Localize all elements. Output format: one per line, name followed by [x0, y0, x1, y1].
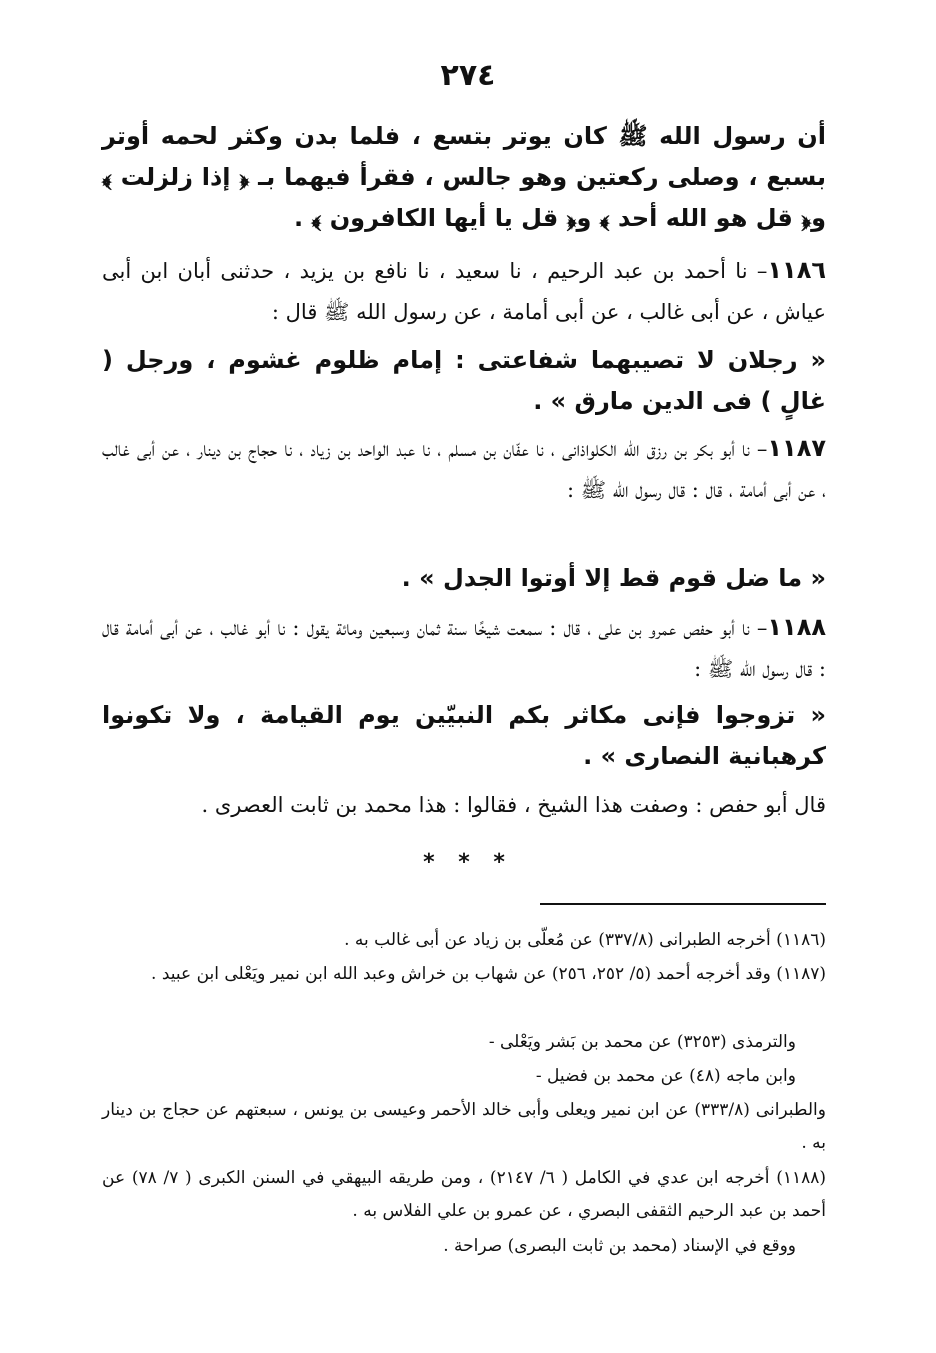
hadith-number: ١١٨٧ — [767, 434, 826, 462]
footnote-1186: (١١٨٦) أخرجه الطبرانى (٣٣٧/٨) عن مُعلّى بن زياد عن أبى غالب به . — [344, 930, 826, 950]
footnote-1188-note: ووقع في الإسناد (محمد بن ثابت البصرى) صراحة . — [443, 1236, 796, 1256]
hadith-1187-isnad — [102, 428, 826, 511]
isnad-text: – نا أبو بكر بن رزق الله الكلواذانى ، نا عفّان بن مسلم ، نا عبد الواحد بن زياد ، نا حجاج بن دينار ، عن أبى غالب ، عن أبى أمامة ، قال : قال رسول الله ﷺ : — [102, 437, 826, 502]
hadith-1187-matn: « ما ضل قوم قط إلا أوتوا الجدل » . — [401, 564, 826, 592]
footnote-divider — [540, 903, 826, 905]
footnote-1187-tirmidhi: والترمذى (٣٢٥٣) عن محمد بن بَشر ويَعْلى - — [488, 1032, 796, 1052]
paragraph-continuation: أن رسول الله ﷺ كان يوتر بتسع ، فلما بدن وكثر لحمه أوتر بسبع ، وصلى ركعتين وهو جالس ، فقرأ فيهما بـ ﴿ إذا زلزلت ﴾ و﴿ قل هو الله أحد ﴾ و﴿ قل يا أيها الكافرون ﴾ . — [102, 122, 826, 232]
hadith-1186-isnad — [102, 250, 826, 333]
hadith-number: ١١٨٦ — [767, 256, 826, 284]
hadith-1186-matn: « رجلان لا تصيبهما شفاعتى : إمام ظلوم غشوم ، ورجل ( غالٍ ) فى الدين مارق » . — [102, 346, 826, 415]
footnote-1187-ibn-majah: وابن ماجه (٤٨) عن محمد بن فضيل - — [535, 1066, 796, 1086]
footnote-1187: (١١٨٧) وقد أخرجه أحمد (٥/ ٢٥٢، ٢٥٦) عن شهاب بن خراش وعبد الله ابن نمير ويَعْلى ابن عبيد . — [151, 964, 826, 984]
closing-remark: قال أبو حفص : وصفت هذا الشيخ ، فقالوا : هذا محمد بن ثابت العصرى . — [201, 793, 826, 817]
footnote-1188: (١١٨٨) أخرجه ابن عدي في الكامل ( ٦/ ٢١٤٧) ، ومن طريقه البيهقي في السنن الكبرى ( ٧/ ٧٨) عن أحمد بن عبد الرحيم الثقفى البصري ، عن عمرو بن علي الفلاس به . — [102, 1168, 827, 1221]
isnad-text: – نا أبو حفص عمرو بن على ، قال : سمعت شيخًا سنة ثمان وسبعين ومائة يقول : نا أبو غالب ، عن أبى أمامة قال : قال رسول الله ﷺ : — [102, 616, 826, 681]
hadith-1188-isnad — [102, 607, 826, 690]
isnad-text: – نا أحمد بن عبد الرحيم ، نا سعيد ، نا نافع بن يزيد ، حدثنى أبان ابن أبى عياش ، عن أبى غالب ، عن أبى أمامة ، عن رسول الله ﷺ قال : — [102, 259, 826, 324]
footnote-1187-tabarani: والطبرانى (٣٣٣/٨) عن ابن نمير ويعلى وأبى خالد الأحمر وعيسى بن يونس ، سبعتهم عن حجاج بن دينار به . — [102, 1100, 826, 1153]
page-number: ٢٧٤ — [440, 58, 496, 93]
hadith-1188-matn: « تزوجوا فإنى مكاثر بكم النبيّين يوم القيامة ، ولا تكونوا كرهبانية النصارى » . — [102, 701, 826, 770]
section-separator: * * * — [423, 850, 513, 875]
hadith-number: ١١٨٨ — [767, 613, 826, 641]
